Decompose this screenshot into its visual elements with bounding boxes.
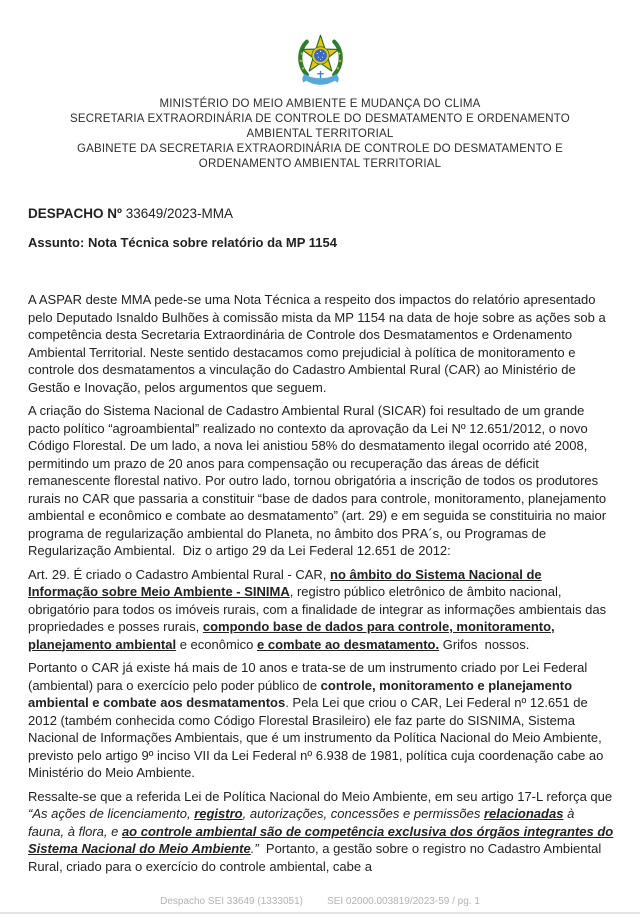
paragraph	[28, 659, 614, 782]
text-run: ao controle ambiental são de competência exclusiva dos órgãos integrantes do Sistema Nacional do Meio Ambiente	[28, 823, 614, 856]
org-header	[46, 97, 594, 172]
text-run: relacionadas	[483, 806, 564, 821]
document-subject: Assunto: Nota Técnica sobre relatório da MP 1154	[28, 235, 337, 250]
text-run: Grifos nossos.	[439, 636, 530, 652]
footer-doc-reference: Despacho SEI 33649 (1333051)	[160, 896, 303, 907]
text-run: Art. 29. É criado o Cadastro Ambiental Rural - CAR,	[28, 566, 331, 582]
text-run: , autorizações, concessões e permissões	[242, 806, 484, 821]
text-run: A ASPAR deste MMA pede-se uma Nota Técnica a respeito dos impactos do relatório apresentado pelo Deputado Isnaldo Bulhões à comissão mista da MP 1154 na data de hoje sobre as ações sob a competência desta Secretaria Extraordinária de Controle dos Desmatamentos e Ordenamento Ambiental Territorial. Neste sentido destacamos como prejudicial à política de monitoramento e controle dos desmatamentos a vinculação do Cadastro Ambiental Rural (CAR) ao Ministério de Gestão e Inovação, pelos argumentos que seguem.	[28, 292, 606, 395]
page-bottom-divider	[0, 912, 640, 914]
text-run: e combate ao desmatamento.	[257, 636, 440, 652]
text-run: Ressalte-se que a referida Lei de Política Nacional do Meio Ambiente, em seu artigo 17-L reforça que	[28, 788, 613, 804]
text-run: e econômico	[176, 636, 258, 652]
text-run: compondo base de dados para controle, monitoramento, planejamento ambiental	[28, 619, 555, 652]
text-run: .”	[250, 841, 259, 856]
secretariat-name: SECRETARIA EXTRAORDINÁRIA DE CONTROLE DO DESMATAMENTO E ORDENAMENTO AMBIENTAL TERRITORIAL	[70, 113, 570, 140]
paragraph	[28, 788, 614, 876]
paragraph	[28, 291, 614, 396]
text-run: no âmbito do Sistema Nacional de Informação sobre Meio Ambiente - SINIMA	[28, 566, 542, 599]
document-body	[28, 291, 614, 875]
document-content	[0, 206, 640, 875]
text-run: Portanto o CAR já existe há mais de 10 anos e trata-se de um instrumento criado por Lei Federal (ambiental) para o exercício pelo poder público de	[28, 660, 588, 693]
ministry-name: MINISTÉRIO DO MEIO AMBIENTE E MUDANÇA DO CLIMA	[159, 98, 481, 110]
text-run: Portanto, a gestão sobre o registro no Cadastro Ambiental Rural, criado para o exercício do controle ambiental, cabe a	[28, 841, 602, 874]
text-run: controle, monitoramento e planejamento ambiental e combate aos desmatamentos	[28, 677, 573, 710]
text-run: , registro público eletrônico de âmbito nacional, obrigatório para todos os imóveis rurais, com a finalidade de integrar as informações ambientais das propriedades e posses rurais,	[28, 584, 607, 634]
text-run: “As ações de licenciamento,	[28, 806, 195, 821]
footer-process-reference: SEI 02000.003819/2023-59 / pg. 1	[326, 896, 480, 907]
page-footer	[0, 896, 640, 907]
cabinet-name: GABINETE DA SECRETARIA EXTRAORDINÁRIA DE CONTROLE DO DESMATAMENTO E ORDENAMENTO AMBIENTAL TERRITORIAL	[76, 143, 564, 170]
paragraph	[28, 566, 614, 654]
document-number	[28, 206, 614, 222]
text-run: . Pela Lei que criou o CAR, Lei Federal nº 12.651 de 2012 (também conhecida como Código Florestal Brasileiro) ele faz parte do SISNIMA, Sistema Nacional de Informações Ambientais, que é um instrumento da Política Nacional do Meio Ambiente, previsto pelo artigo 9º inciso VII da Lei Federal nº 6.938 de 1981, política cuja coordenação cabe ao Ministério do Meio Ambiente.	[28, 695, 604, 780]
brazil-coat-of-arms	[0, 28, 640, 92]
brazil-coat-of-arms-icon	[293, 28, 348, 92]
text-run: A criação do Sistema Nacional de Cadastro Ambiental Rural (SICAR) foi resultado de um grande pacto político “agroambiental” realizado no contexto da aprovação da Lei Nº 12.651/2012, o novo Código Florestal. De um lado, a nova lei anistiou 58% do desmatamento ilegal ocorrido até 2008, permitindo um prazo de 20 anos para compensação ou recuperação das áreas de déficit remanescente florestal nativo. Por outro lado, tornou obrigatória a inscrição de todos os produtores rurais no CAR que passaria a constituir “base de dados para controle, monitoramento, planejamento ambiental e econômico e combate ao desmatamento” (art. 29) e em seguida se constituiria no maior programa de regularização ambiental do Planeta, no âmbito dos PRA´s, ou Programas de Regularização Ambiental. Diz o artigo 29 da Lei Federal 12.651 de 2012:	[28, 403, 607, 558]
document-number-value: 33649/2023-MMA	[121, 206, 234, 221]
paragraph	[28, 402, 614, 560]
document-number-label: DESPACHO Nº	[28, 206, 122, 221]
text-run: à fauna, à flora, e	[28, 806, 575, 839]
text-run: registro	[194, 806, 243, 821]
